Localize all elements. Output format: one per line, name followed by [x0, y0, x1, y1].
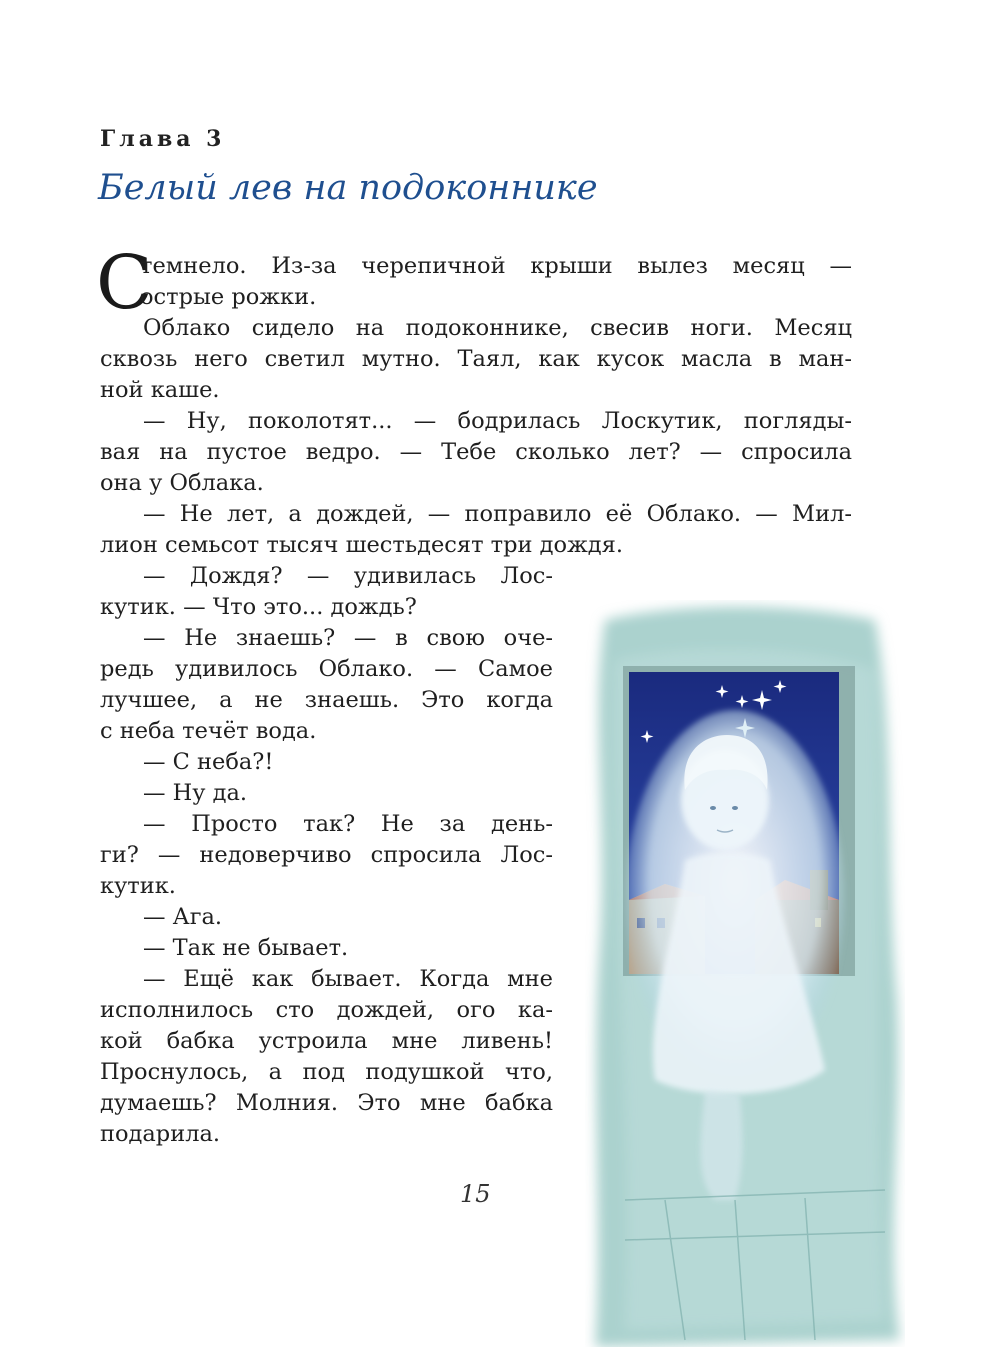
- text-line: лион семьсот тысяч шестьдесят три дождя.: [100, 532, 623, 558]
- text-line: — Ну да.: [143, 780, 248, 806]
- drop-cap: С: [96, 240, 153, 326]
- text-line: кутик.: [100, 873, 176, 899]
- text-line: — Дождя? — удивилась Лос-: [143, 563, 553, 589]
- text-line: редь удивилось Облако. — Самое: [100, 656, 553, 682]
- text-line: лучшее, а не знаешь. Это когда: [100, 687, 553, 713]
- chapter-title: Белый лев на подоконнике: [98, 168, 598, 208]
- text-line: — Не лет, а дождей, — поправило её Облако. — Мил-: [143, 501, 852, 527]
- text-line: — Так не бывает.: [143, 935, 349, 961]
- text-line: острые рожки.: [140, 284, 317, 310]
- chapter-label: Глава 3: [100, 126, 226, 152]
- text-line: ной каше.: [100, 377, 220, 403]
- text-line: — Ну, поколотят... — бодрилась Лоскутик, погляды-: [143, 408, 852, 434]
- page-number: 15: [460, 1180, 491, 1208]
- text-line: она у Облака.: [100, 470, 264, 496]
- text-line: темнело. Из-за черепичной крыши вылез месяц —: [140, 253, 852, 279]
- text-line: с неба течёт вода.: [100, 718, 317, 744]
- text-line: думаешь? Молния. Это мне бабка: [100, 1090, 553, 1116]
- text-line: — Просто так? Не за день-: [143, 811, 553, 837]
- text-line: ги? — недоверчиво спросила Лос-: [100, 842, 553, 868]
- text-line: — С неба?!: [143, 749, 274, 775]
- text-line: сквозь него светил мутно. Таял, как кусок масла в ман-: [100, 346, 852, 372]
- text-line: кой бабка устроила мне ливень!: [100, 1028, 553, 1054]
- text-line: исполнилось сто дождей, ого ка-: [100, 997, 553, 1023]
- text-line: кутик. — Что это... дождь?: [100, 594, 417, 620]
- text-line: подарила.: [100, 1121, 221, 1147]
- text-line: Проснулось, а под подушкой что,: [100, 1059, 553, 1085]
- text-line: — Ещё как бывает. Когда мне: [143, 966, 553, 992]
- text-line: — Не знаешь? — в свою оче-: [143, 625, 553, 651]
- cloud-girl-illustration: [585, 600, 905, 1347]
- text-line: — Ага.: [143, 904, 223, 930]
- text-line: вая на пустое ведро. — Тебе сколько лет? — спросила: [100, 439, 852, 465]
- text-line: Облако сидело на подоконнике, свесив ноги. Месяц: [143, 315, 852, 341]
